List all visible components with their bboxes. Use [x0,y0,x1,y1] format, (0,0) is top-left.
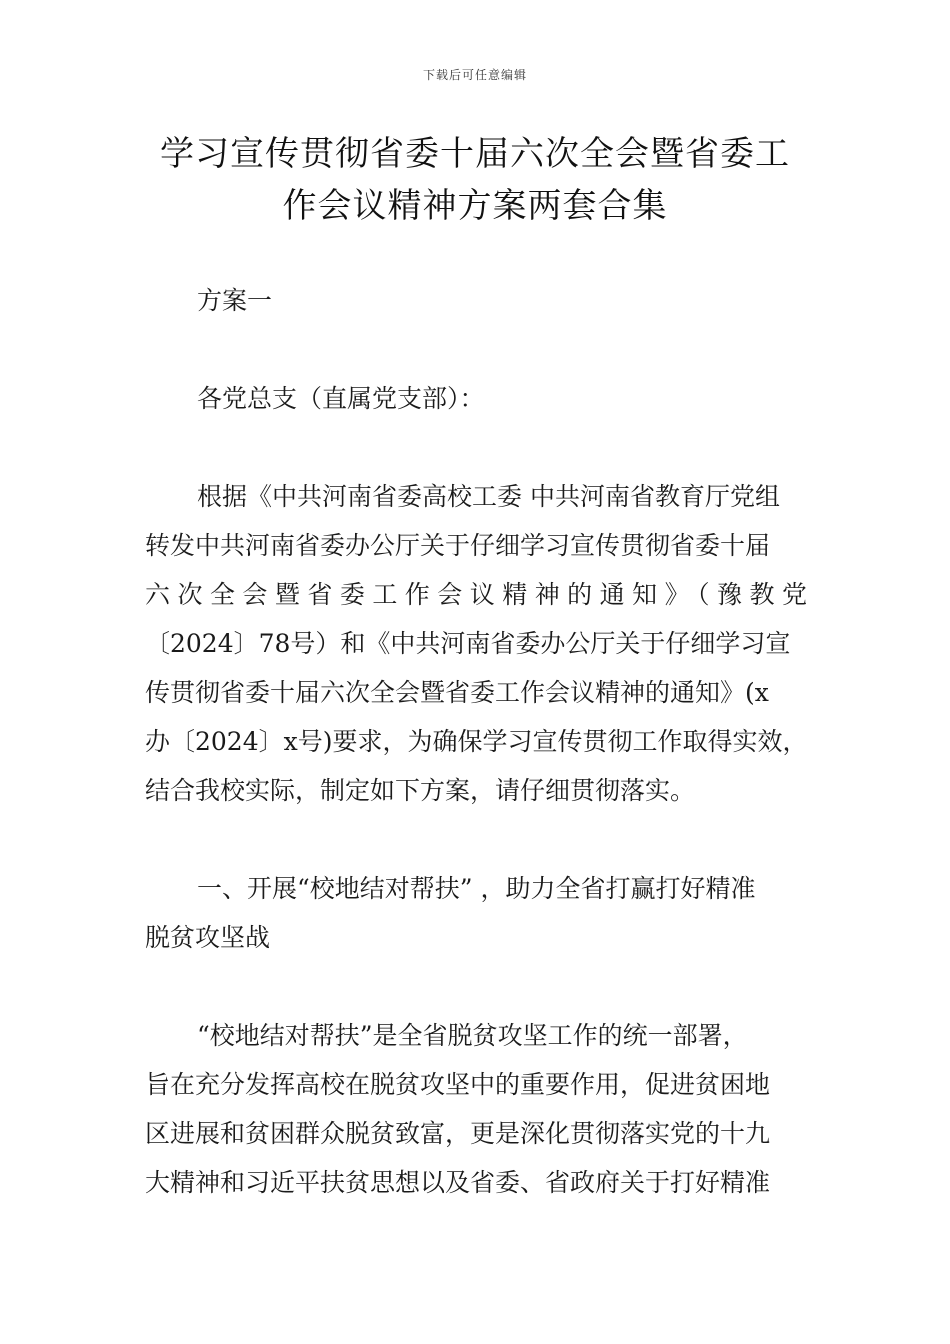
paragraph-2-line: 区进展和贫困群众脱贫致富，更是深化贯彻落实党的十九 [145,1119,771,1148]
paragraph-1-line: 办〔2024〕x号)要求，为确保学习宣传贯彻工作取得实效， [145,727,808,756]
paragraph-2-line: 大精神和习近平扶贫思想以及省委、省政府关于打好精准 [145,1168,771,1197]
document-body [145,276,807,1207]
heading-1 [145,864,807,962]
title-line-1: 学习宣传贯彻省委十届六次全会暨省委工 [160,134,790,174]
paragraph-1-line: 根据《中共河南省委高校工委 中共河南省教育厅党组 [197,482,780,511]
section-label: 方案一 [197,286,273,315]
paragraph-2-line: 旨在充分发挥高校在脱贫攻坚中的重要作用，促进贫困地 [145,1070,771,1099]
paragraph-1-line: 〔2024〕78号）和《中共河南省委办公厅关于仔细学习宣 [145,629,791,658]
title-line-2: 作会议精神方案两套合集 [282,186,668,226]
paragraph-1-line: 六次全会暨省委工作会议精神的通知》（豫教党 [145,580,807,609]
paragraph-1-line: 转发中共河南省委办公厅关于仔细学习宣传贯彻省委十届 [145,531,771,560]
paragraph-1-line: 传贯彻省委十届六次全会暨省委工作会议精神的通知》(x [145,678,769,707]
paragraph-2-line: “校地结对帮扶”是全省脱贫攻坚工作的统一部署， [197,1021,748,1050]
heading-1-line: 一、开展“校地结对帮扶” ，助力全省打赢打好精准 [197,874,756,903]
document-title [120,128,830,232]
heading-1-line: 脱贫攻坚战 [145,923,271,952]
salutation: 各党总支（直属党支部）： [197,384,485,413]
paragraph-2 [145,1011,807,1207]
paragraph-1-line: 结合我校实际，制定如下方案，请仔细贯彻落实。 [145,776,696,805]
header-note: 下载后可任意编辑 [422,68,527,82]
paragraph-1 [145,472,807,815]
